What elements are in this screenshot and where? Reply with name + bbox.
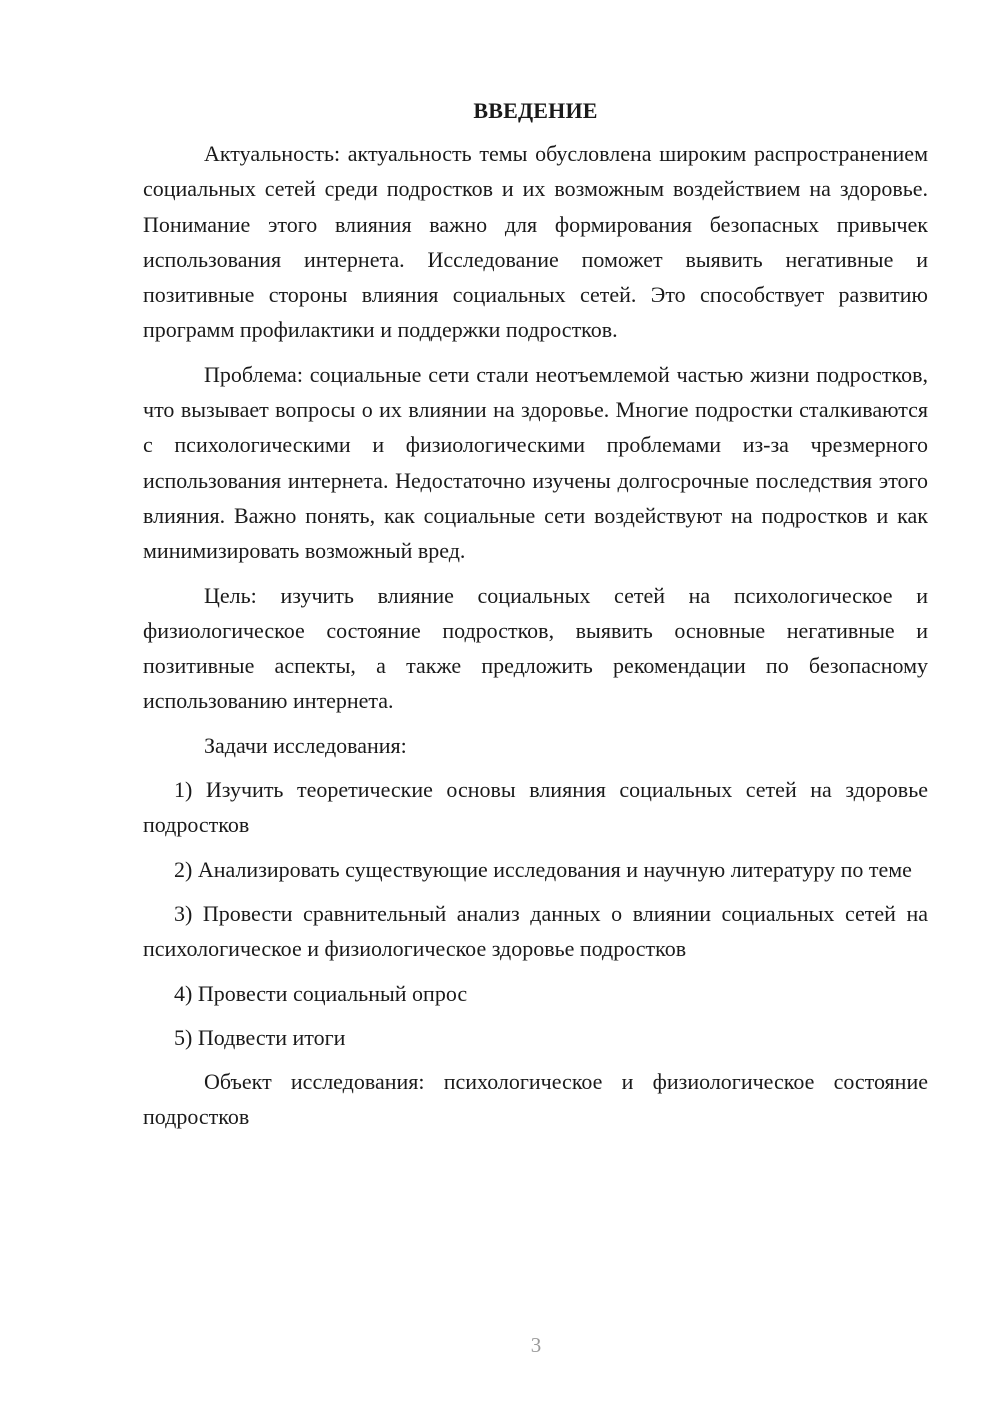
page-content (143, 96, 928, 1144)
section-title: ВВЕДЕНИЕ (473, 98, 598, 123)
paragraph-problem: Проблема: социальные сети стали неотъемлемой частью жизни подростков, что вызывает вопросы о их влиянии на здоровье. Многие подростки сталкиваются с психологическими и физиологическими проблемами из-за чрезмерного использования интернета. Недостаточно изучены долгосрочные последствия этого влияния. Важно понять, как социальные сети воздействуют на подростков и как минимизировать возможный вред. (143, 361, 928, 564)
paragraph-goal: Цель: изучить влияние социальных сетей на психологическое и физиологическое состояние подростков, выявить основные негативные и позитивные аспекты, а также предложить рекомендации по безопасному использованию интернета. (143, 582, 928, 714)
task-item-3: 3) Провести сравнительный анализ данных о влиянии социальных сетей на психологическое и физиологическое здоровье подростков (143, 900, 928, 962)
task-item-2: 2) Анализировать существующие исследования и научную литературу по теме (174, 856, 912, 882)
paragraph-object: Объект исследования: психологическое и физиологическое состояние подростков (143, 1069, 928, 1130)
task-item-5: 5) Подвести итоги (174, 1024, 346, 1050)
task-item-1: 1) Изучить теоретические основы влияния социальных сетей на здоровье подростков (143, 777, 928, 838)
page-number: 3 (530, 1333, 542, 1357)
paragraph-relevance: Актуальность: актуальность темы обусловлена широким распространением социальных сетей среди подростков и их возможным воздействием на здоровье. Понимание этого влияния важно для формирования безопасных привычек использования интернета. Исследование поможет выявить негативные и позитивные стороны влияния социальных сетей. Это способствует развитию программ профилактики и поддержки подростков. (143, 141, 928, 343)
task-item-4: 4) Провести социальный опрос (174, 980, 468, 1006)
tasks-heading: Задачи исследования: (204, 732, 407, 758)
